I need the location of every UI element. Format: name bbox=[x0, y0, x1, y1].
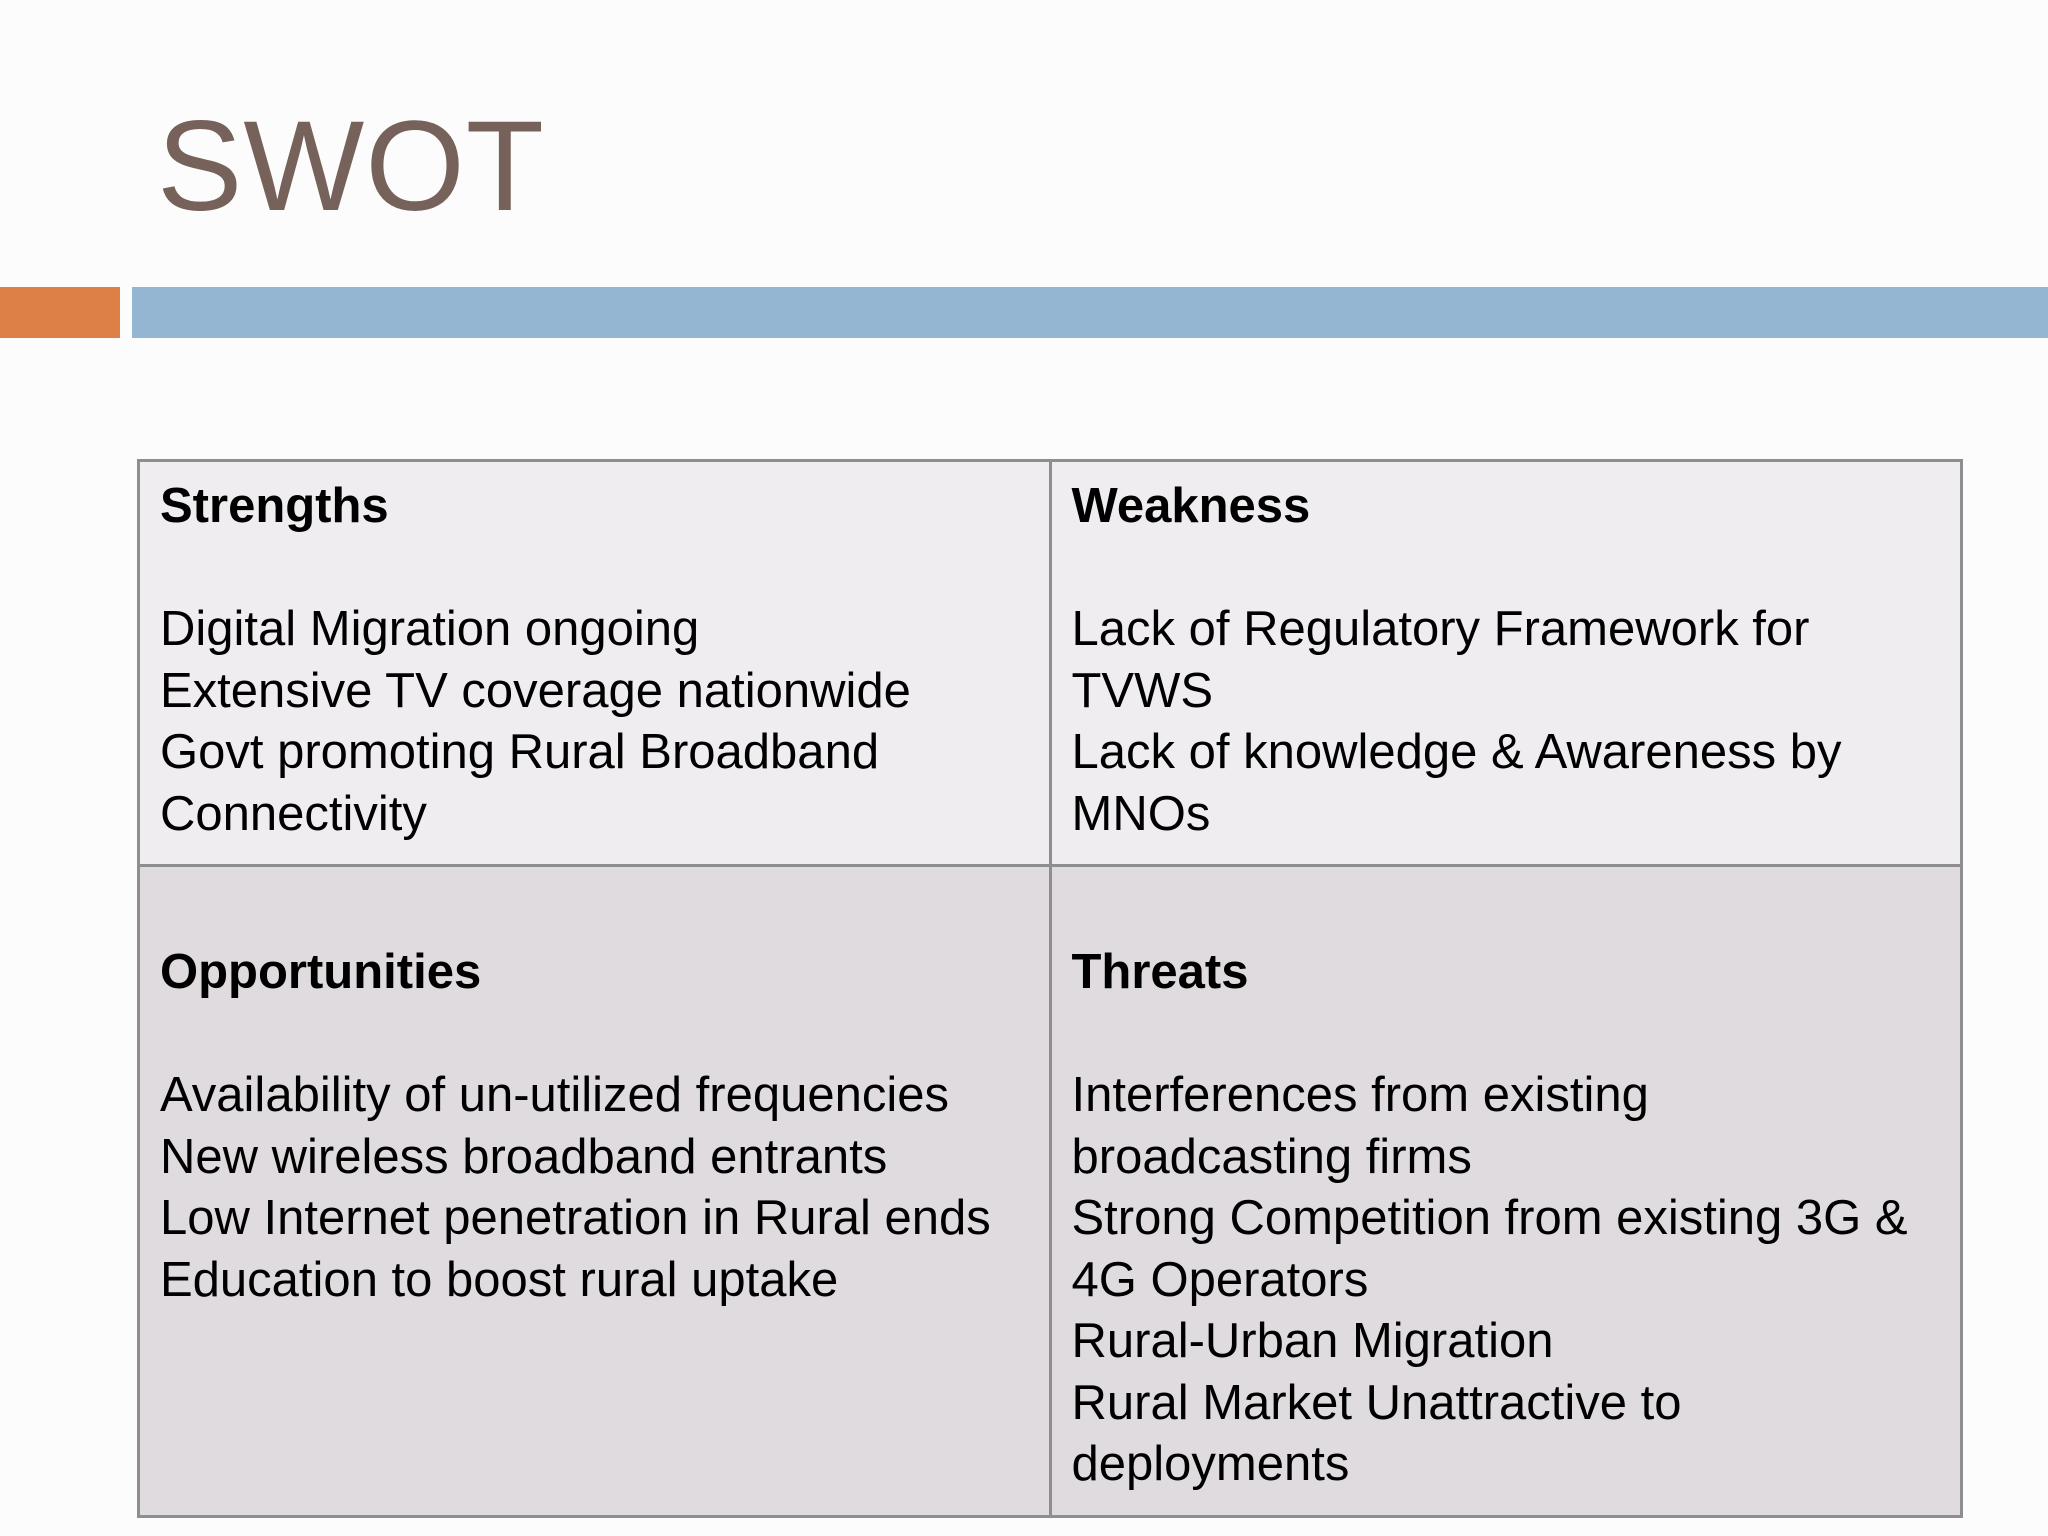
opportunities-item: Availability of un-utilized frequencies bbox=[160, 1068, 949, 1122]
opportunities-item: Low Internet penetration in Rural ends bbox=[160, 1191, 991, 1245]
strengths-item: Extensive TV coverage nationwide bbox=[160, 663, 911, 718]
weakness-cell bbox=[1050, 461, 1962, 866]
opportunities-item: New wireless broadband entrants bbox=[160, 1129, 888, 1184]
swot-row-bottom bbox=[139, 866, 1962, 1517]
strengths-item: Digital Migration ongoing bbox=[160, 602, 700, 656]
strengths-cell bbox=[139, 461, 1051, 866]
weakness-heading: Weakness bbox=[1071, 479, 1311, 533]
slide-title: SWOT bbox=[157, 95, 545, 238]
weakness-item: Lack of Regulatory Framework for TVWS bbox=[1071, 602, 1810, 718]
strengths-list bbox=[160, 599, 1031, 845]
threats-cell bbox=[1050, 866, 1962, 1517]
threats-item: Strong Competition from existing 3G & 4G Operators bbox=[1071, 1191, 1908, 1307]
strengths-item: Govt promoting Rural Broadband Connectivity bbox=[160, 725, 880, 841]
weakness-item: Lack of knowledge & Awareness by MNOs bbox=[1071, 725, 1842, 841]
weakness-list bbox=[1072, 599, 1943, 845]
threats-item: Rural Market Unattractive to deployments bbox=[1071, 1375, 1682, 1491]
opportunities-item: Education to boost rural uptake bbox=[160, 1252, 839, 1307]
threats-item: Interferences from existing broadcasting firms bbox=[1071, 1068, 1649, 1184]
swot-row-top bbox=[139, 461, 1962, 866]
opportunities-list bbox=[160, 1065, 1031, 1311]
opportunities-cell bbox=[139, 866, 1051, 1517]
opportunities-heading: Opportunities bbox=[160, 945, 482, 999]
accent-bar-blue bbox=[132, 287, 2048, 338]
threats-heading: Threats bbox=[1071, 945, 1249, 999]
strengths-heading: Strengths bbox=[160, 479, 389, 533]
swot-table bbox=[137, 459, 1963, 1518]
accent-bar-orange bbox=[0, 287, 120, 338]
threats-list bbox=[1072, 1065, 1943, 1496]
threats-item: Rural-Urban Migration bbox=[1071, 1314, 1554, 1368]
